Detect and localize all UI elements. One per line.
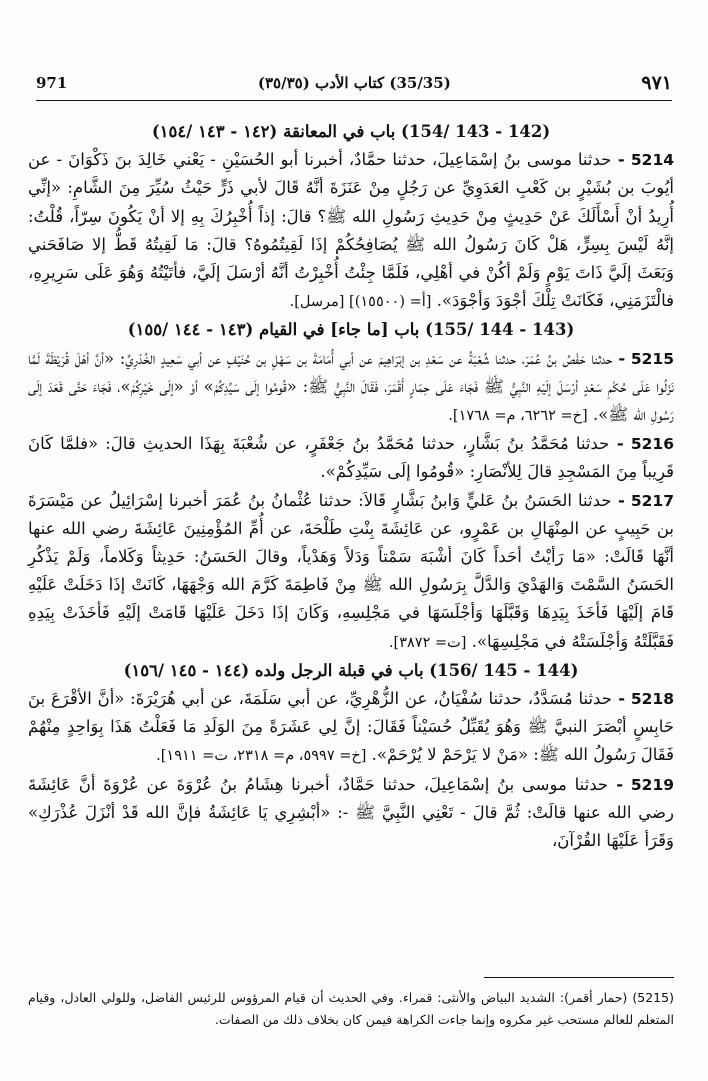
- chapter-heading: (143 - 144 /155) باب [ما جاء] في القيام (١٤٣ - ١٤٤ /١٥٥): [127, 320, 575, 340]
- hadith-number: 5219: [630, 775, 675, 794]
- dash: -: [611, 150, 625, 170]
- hadith-text: حدثنا مُسَدَّدٌ، حدثنا سُفْيَانُ، عن الزُّهْرِيِّ، عن أبي سَلَمَةَ، عن أبي هُرَيْرَةَ: «أنَّ الأقْرَعَ بنَ حَابِسٍ أبْصَرَ النبيَّ ﷺ وَهُوَ يُقَبِّلُ حُسَيْناً فَقَالَ: إنَّ لِي عَشَرَةً مِنَ الوَلَدِ مَا فَعَلْتُ هَذَا بِوَاحِدٍ مِنْهُمْ فَقَالَ رَسُولُ الله ﷺ: «مَنْ لا يَرْحَمْ لا يُرْحَمْ».: [28, 689, 674, 765]
- dash: -: [611, 490, 625, 510]
- hadith-text: حدثنا مُحَمَّدُ بنُ بَشَّارٍ، حدثنا مُحَمَّدُ بنُ جَعْفَرٍ، عن شُعْبَةَ بِهَذَا الحديثِ قالَ: «فلمَّا كَانَ قَرِيباً مِنَ المَسْجِدِ قالَ لِلأنْصَارِ: «قُومُوا إلَى سَيِّدِكُمْ».: [28, 434, 674, 482]
- hadith-number: 5214: [630, 151, 675, 170]
- page-number-arabic: ٩٧١: [641, 72, 672, 94]
- hadith-paragraph: [28, 430, 674, 486]
- hadith-paragraph: [28, 771, 674, 856]
- running-header: [36, 68, 672, 98]
- hadith-paragraph: [28, 345, 674, 431]
- footnote-text: (حمار أقمر): الشديد البياض والأنثى: قمراء. وفي الحديث أن قيام المرؤوس للرئيس الفاضل، وللولي العادل، وقيام المتعلم للعالم مستحب غير مكروه وإنما جاءت الكراهة فيمن كان بخلاف ذلك من الصفات.: [28, 990, 674, 1027]
- footnote-label: (5215): [632, 990, 674, 1005]
- hadith-reference: [أ= (١٥٥٠٠)] [مرسل].: [289, 294, 432, 311]
- hadith-reference: [خ= ٦٢٦٢، م= ١٧٦٨].: [448, 408, 588, 425]
- hadith-reference: [خ= ٥٩٩٧، م= ٢٣١٨، ت= ١٩١١].: [156, 748, 367, 765]
- footnote-separator: [484, 977, 674, 978]
- hadith-paragraph: [28, 487, 674, 657]
- running-title: (35/35) كتاب الأدب (٣٥/٣٥): [257, 74, 451, 92]
- hadith-text: حدثنا حَفْصُ بنُ عُمَرَ، حدثنا شُعْبَةُ عن سَعْدِ بن إبْرَاهِيمَ عن أبي أُمَامَةَ بن سَهْلِ بن حُنَيْفٍ عن أبي سَعِيدٍ الخُدْرِيِّ: «أنَّ أهْلَ قُرَيْظَةَ لَمَّا نَزَلُوا عَلَى حُكْمِ سَعْدٍ أرْسَلَ إلَيْهِ النَّبِيُّ ﷺ فَجَاءَ عَلَى حِمَارٍ أَقْمَرَ، فَقَالَ النَّبِيُّ ﷺ: «قُومُوا إلَى سَيِّدِكُمْ» أوْ «إلَى خَيْرِكُمْ»، فَجَاءَ حَتَّى قَعَدَ إلَى رَسُولِ الله ﷺ».: [28, 348, 674, 425]
- hadith-reference: [ت= ٣٨٧٢].: [388, 634, 467, 651]
- chapter-heading: (144 - 145 /156) باب في قبلة الرجل ولده (١٤٤ - ١٤٥ /١٥٦): [123, 660, 579, 680]
- chapter-heading: (142 - 143 /154) باب في المعانقة (١٤٢ - ١٤٣ /١٥٤): [151, 122, 551, 141]
- page-number-latin: 971: [36, 74, 68, 92]
- hadith-text: حدثنا موسى بنُ إسْمَاعِيلَ، حدثنا حَمَّادٌ، أخبرنا هِشَامُ بنُ عُرْوَةَ عن عُرْوَةَ أنَّ عَائِشَةَ رضي الله عنها قالَتْ: ثُمَّ قالَ - تَعْنِي النَّبِيَّ ﷺ -: «أبْشِرِي يَا عَائِشَةُ فإنَّ الله قَدْ أنْزَلَ عُذْرَكِ» وَقَرَأ عَلَيْهَا القُرْآنَ،: [28, 774, 674, 851]
- main-text: [28, 118, 674, 855]
- header-rule: [36, 100, 672, 101]
- hadith-number: 5215: [630, 349, 674, 368]
- dash: -: [612, 348, 626, 368]
- hadith-number: 5217: [630, 491, 674, 510]
- hadith-paragraph: [28, 146, 674, 316]
- hadith-text: حدثنا موسى بنُ إسْمَاعِيلَ، حدثنا حمَّادٌ، أخبرنا أبو الحُسَيْنِ - يَعْني خَالِدَ بنَ ذَكْوَانَ - عن أيُوبَ بن بُشَيْرٍ بن كَعْبِ العَدَوِيِّ عن رَجُلٍ مِنْ عَنَزَةَ أنَّهُ قَالَ لأبي ذَرٍّ حَيْثُ سُيِّرَ مِنَ الشَّامِ: «إنِّي أُرِيدُ أنْ أَسْأَلَكَ عَنْ حَدِيثٍ مِنْ حَدِيثِ رَسُولِ الله ﷺ؟ قالَ: إذاً أُخْبِرُكَ بِهِ إلا أنْ يَكُونَ سِرّاً، قُلْتُ: إنَّهُ لَيْسَ بِسِرٍّ، هَلْ كَانَ رَسُولُ الله ﷺ يُصَافِحُكُمْ إذَا لَقِيتُمُوهُ؟ قالَ: مَا لَقِيتُهُ قَطُّ إلا صَافَحَني وَبَعَثَ إلَيَّ ذَاتَ يَوْمٍ وَلَمْ أكُنْ في أهْلِي، فَلَمَّا جِئْتُ أُخْبِرْتُ أنَّهُ أرْسَلَ إلَيَّ، فأتَيْتُهُ وَهُوَ عَلَى سَرِيرِهِ، فالْتَزَمَنِي، فَكَانَتْ تِلْكَ أجْوَدَ وَأجْوَدَ».: [28, 150, 674, 311]
- hadith-number: 5218: [630, 690, 674, 709]
- dash: -: [608, 774, 624, 794]
- dash: -: [611, 689, 626, 709]
- dash: -: [609, 434, 624, 454]
- hadith-number: 5216: [630, 435, 674, 454]
- hadith-text: حدثنا الحَسَنُ بنُ عَليٍّ وَابنُ بَشَّارٍ قَالاَ: حدثنا عُثْمانُ بنُ عُمَرَ أخبرنا إسْرَائِيلُ عن مَيْسَرَةَ بن حَبِيبٍ عن المِنْهَالِ بن عَمْرٍو، عن عَائِشَةَ بِنْتِ طَلْحَةَ، عن أُمِّ المُؤْمِنِينَ عَائِشَةَ رضي الله عنها أنَّهَا قَالَتْ: «مَا رَأيْتُ أحَداً كَانَ أشْبَهَ سَمْتاً وَدَلاً وَهَدْياً، وقالَ الحَسَنُ: حَدِيثاً وَكَلاماً، وَلَمْ يَذْكُرِ الحَسَنُ السَّمْتَ وَالهَدْيَ وَالدَّلَّ بِرَسُولِ الله ﷺ مِنْ فَاطِمَةَ كَرَّمَ الله وَجْهَهَا، كَانَتْ إذَا دَخَلَتْ عَلَيْهِ قَامَ إلَيْهَا فَأخَذَ بِيَدِهَا وَقَبَّلَهَا وَأجْلَسَهَا في مَجْلِسِهِ، وَكَانَ إذَا دَخَلَ عَلَيْهَا قَامَتْ إلَيْهِ فَأخَذَتْ بِيَدِهِ فَقَبَّلَتْهُ وَأجْلَسَتْهُ في مَجْلِسِهَا».: [28, 490, 674, 651]
- footnote: [28, 987, 674, 1031]
- hadith-paragraph: [28, 685, 674, 771]
